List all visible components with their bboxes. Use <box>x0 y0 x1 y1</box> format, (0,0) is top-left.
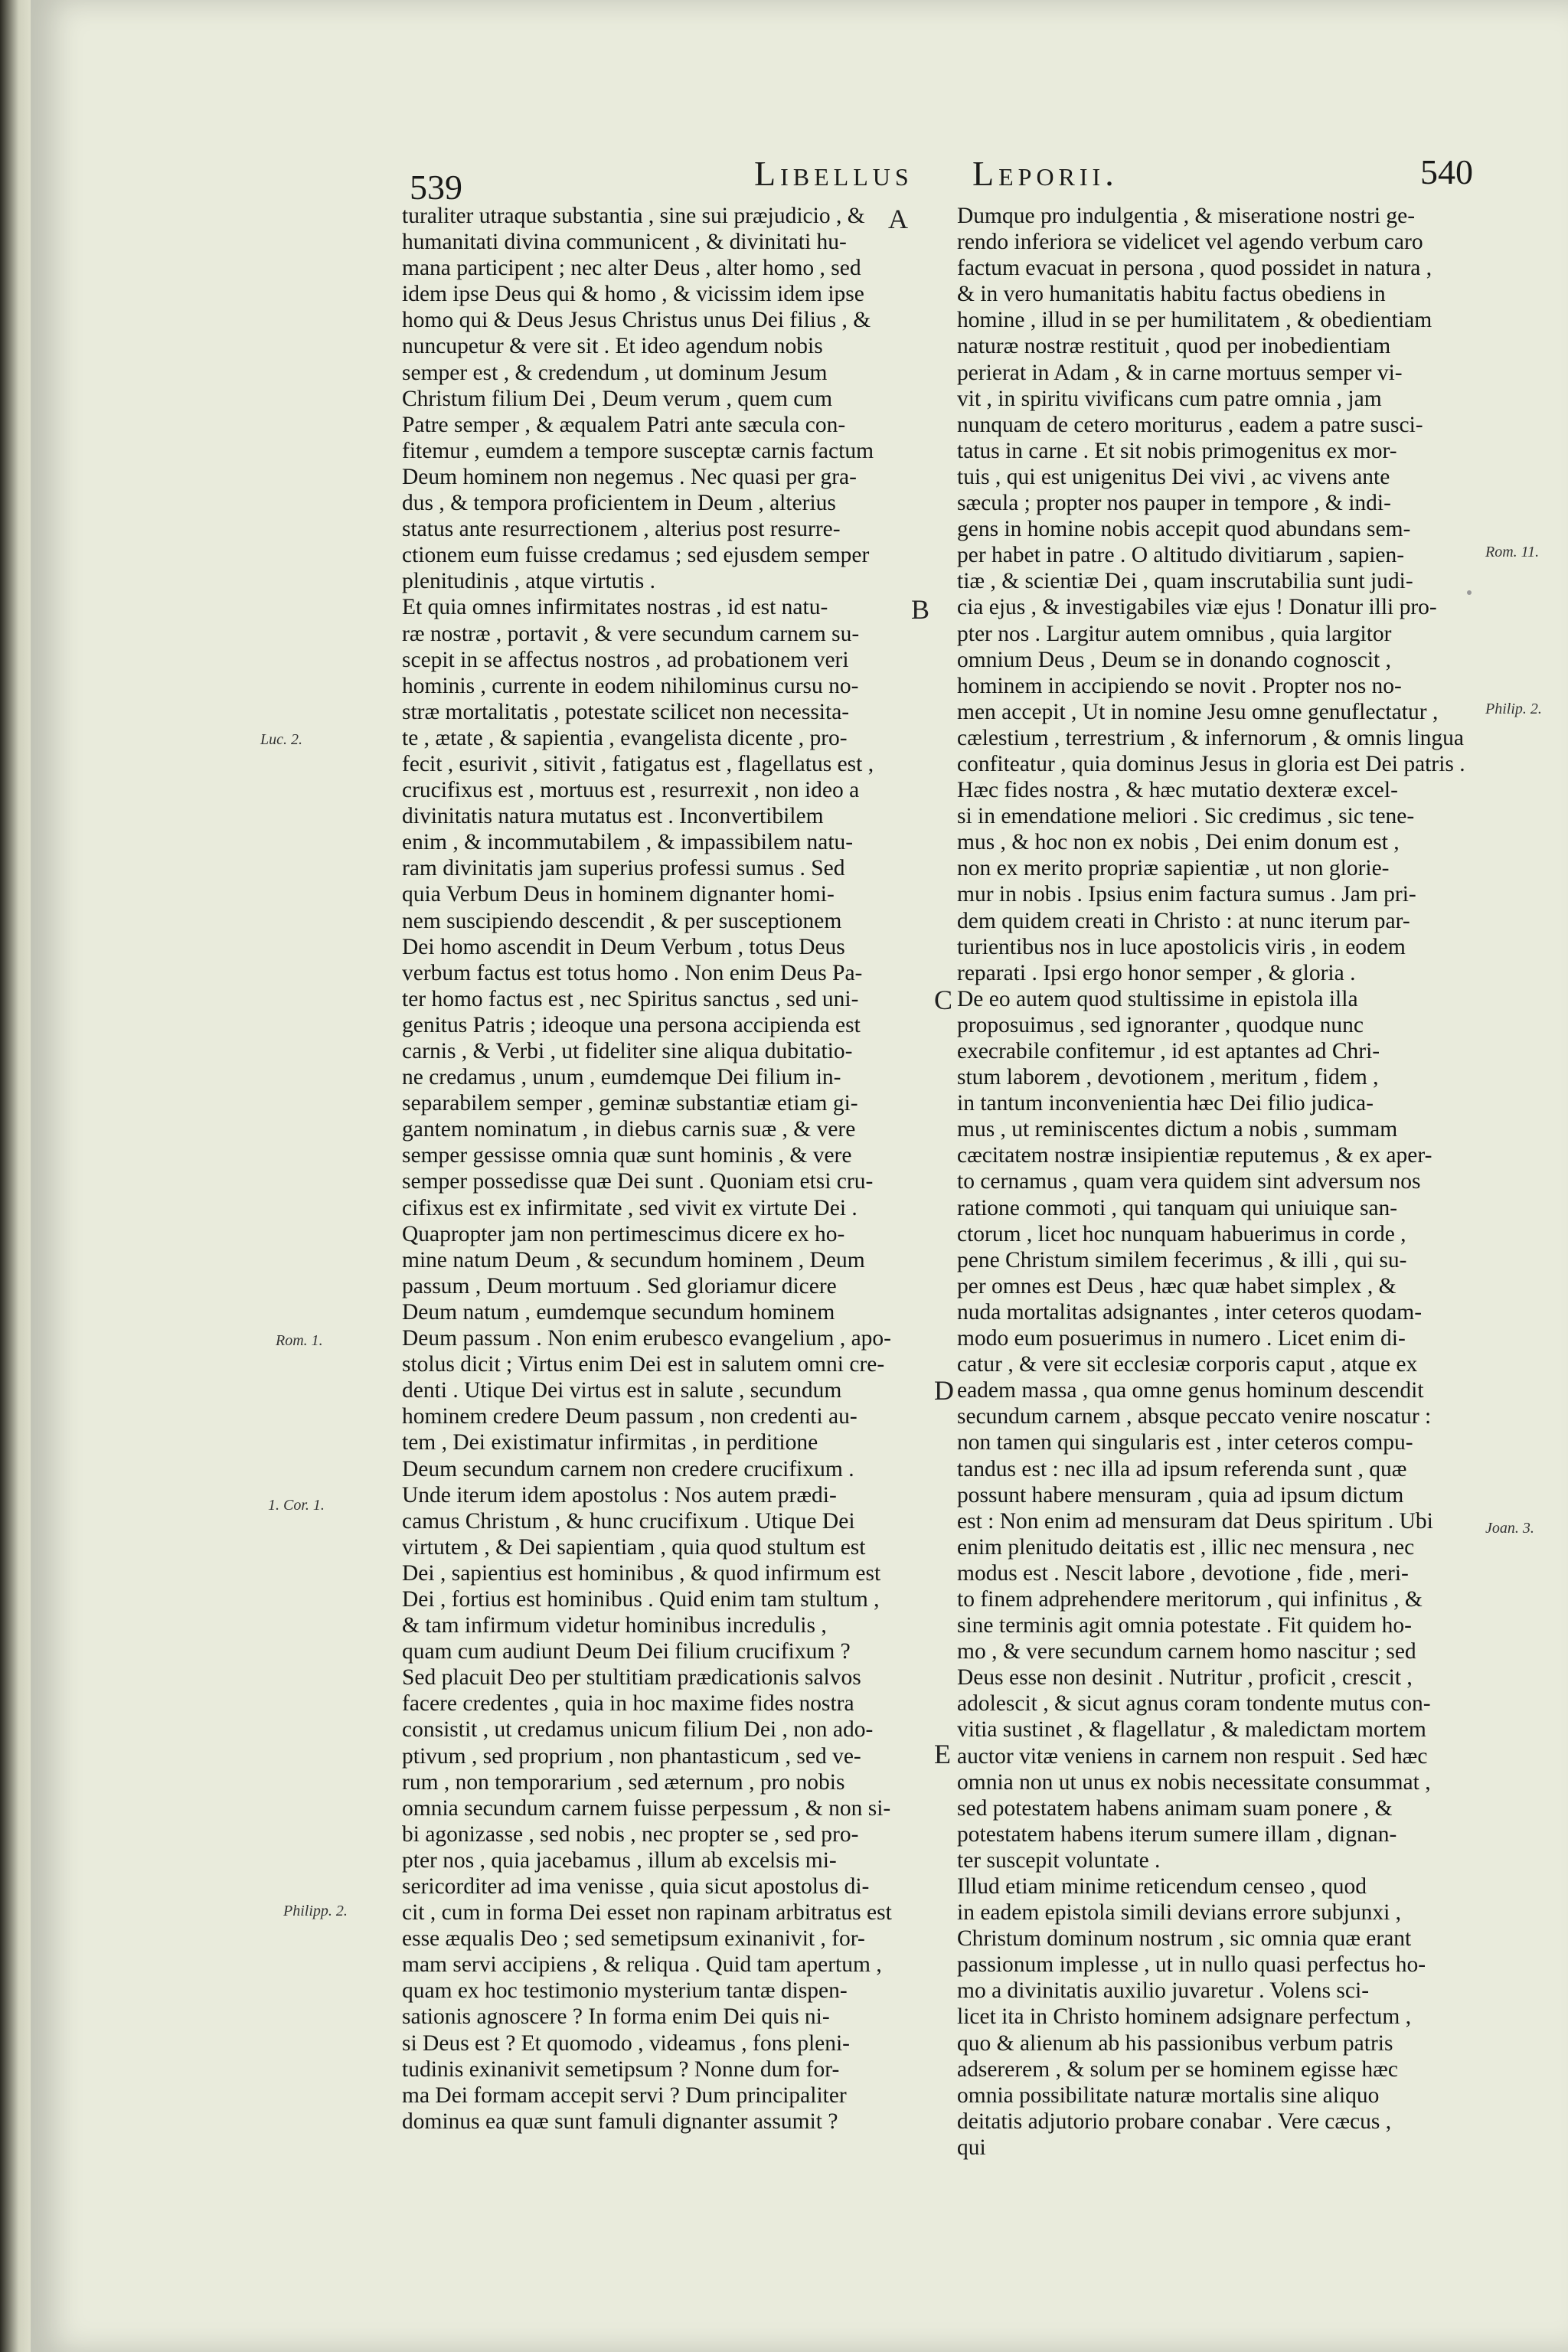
text-line: passum , Deum mortuum . Sed gloriamur dicere <box>402 1273 837 1298</box>
text-line: tuis , qui est unigenitus Dei vivi , ac vivens ante <box>957 464 1390 489</box>
text-line: ctorum , licet hoc nunquam habuerimus in corde , <box>957 1221 1406 1246</box>
section-letter-d: D <box>934 1375 954 1406</box>
text-line: enim plenitudo deitatis est , illic nec mensura , nec <box>957 1534 1415 1560</box>
text-line: catur , & vere sit ecclesiæ corporis caput , atque ex <box>957 1352 1418 1377</box>
text-line: & in vero humanitatis habitu factus obediens in <box>957 282 1386 307</box>
text-line: sine terminis agit omnia potestate . Fit quidem ho- <box>957 1613 1413 1638</box>
text-line: Deum passum . Non enim erubesco evangelium , apo- <box>402 1326 892 1351</box>
text-line: cifixus est ex infirmitate , sed vivit ex virtute Dei . <box>402 1195 858 1220</box>
page-speck <box>1467 590 1472 595</box>
text-line: mine natum Deum , & secundum hominem , Deum <box>402 1247 865 1272</box>
text-line: turientibus nos in luce apostolicis viris , in eodem <box>957 934 1406 959</box>
text-line: adsererem , & solum per se hominem egisse hæc <box>957 2056 1398 2082</box>
text-line: dominus ea quæ sunt famuli dignanter assumit ? <box>402 2109 838 2134</box>
margin-note-rom11: Rom. 11. <box>1485 544 1540 560</box>
text-line: ptivum , sed proprium , non phantasticum , sed ve- <box>402 1743 861 1769</box>
text-line: mo , & vere secundum carnem homo nascitur ; sed <box>957 1639 1416 1664</box>
text-line: mus , & hoc non ex nobis , Dei enim donum est , <box>957 830 1400 855</box>
text-line: omnium Deus , Deum se in donando cognoscit , <box>957 647 1391 672</box>
text-line: nunquam de cetero moriturus , eadem a patre susci- <box>957 412 1423 437</box>
text-line: Hæc fides nostra , & hæc mutatio dexteræ excel- <box>957 778 1398 803</box>
text-line: dem quidem creati in Christo : at nunc iterum par- <box>957 908 1410 933</box>
text-line: te , ætate , & sapientia , evangelista dicente , pro- <box>402 725 848 750</box>
text-line: & tam infirmum videtur hominibus incredulis , <box>402 1613 827 1638</box>
text-line: qui <box>957 2135 986 2160</box>
text-line: nuda mortalitas adsignantes , inter ceteros quodam- <box>957 1299 1423 1325</box>
text-line: Dumque pro indulgentia , & miseratione nostri ge- <box>957 204 1416 228</box>
text-line: tiæ , & scientiæ Dei , quam inscrutabilia sunt judi- <box>957 569 1413 594</box>
text-line: facere credentes , quia in hoc maxime fides nostra <box>402 1691 854 1717</box>
text-line: ram divinitatis jam superius professi sumus . Sed <box>402 856 845 881</box>
text-line: vitia sustinet , & flagellatur , & maledictam mortem <box>957 1717 1426 1743</box>
text-line: Dei , sapientius est hominibus , & quod infirmum est <box>402 1560 881 1586</box>
text-line: De eo autem quod stultissime in epistola illa <box>957 986 1358 1011</box>
text-line: sericorditer ad ima venisse , quia sicut apostolus di- <box>402 1874 870 1899</box>
text-line: separabilem semper , geminæ substantiæ etiam gi- <box>402 1091 858 1116</box>
text-line: enim , & incommutabilem , & impassibilem natu- <box>402 830 854 855</box>
text-line: mam servi accipiens , & reliqua . Quid tam apertum , <box>402 1952 882 1978</box>
running-title-2: Leporii. <box>972 154 1119 193</box>
text-line: ræ nostræ , portavit , & vere secundum carnem su- <box>402 621 860 646</box>
text-line: stræ mortalitatis , potestate scilicet non necessita- <box>402 699 850 724</box>
text-line: humanitati divina communicent , & divinitati hu- <box>402 230 847 255</box>
text-line: quia Verbum Deus in hominem dignanter homi- <box>402 882 835 907</box>
text-line: deitatis adjutorio probare conabar . Vere cæcus , <box>957 2109 1392 2134</box>
text-line: Christum dominum nostrum , sic omnia quæ erant <box>957 1926 1412 1952</box>
text-line: quam ex hoc testimonio mysterium tantæ dispen- <box>402 1978 848 2004</box>
text-line: esse æqualis Deo ; sed semetipsum exinanivit , for- <box>402 1926 865 1952</box>
text-line: rum , non temporarium , sed æternum , pro nobis <box>402 1769 845 1795</box>
text-line: semper gessisse omnia quæ sunt hominis , & vere <box>402 1143 852 1168</box>
text-line: Deum hominem non negemus . Nec quasi per gra- <box>402 464 857 489</box>
text-line: omnia non ut unus ex nobis necessitate consummat , <box>957 1769 1431 1795</box>
text-line: sæcula ; propter nos pauper in tempore , & indi- <box>957 491 1391 516</box>
text-line: modo eum posuerimus in numero . Licet enim di- <box>957 1326 1406 1351</box>
text-line: mana participent ; nec alter Deus , alter homo , sed <box>402 256 861 281</box>
text-line: fitemur , eumdem a tempore susceptæ carnis factum <box>402 438 874 463</box>
text-line: to cernamus , quam vera quidem sint adversum nos <box>957 1169 1421 1194</box>
text-line: est : Non enim ad mensuram dat Deus spiritum . Ubi <box>957 1508 1433 1534</box>
text-line: ter homo factus est , nec Spiritus sanctus , sed uni- <box>402 986 859 1011</box>
text-line: semper est , & credendum , ut dominum Jesum <box>402 360 828 385</box>
text-line: cit , cum in forma Dei esset non rapinam arbitratus est <box>402 1900 892 1926</box>
text-line: homo qui & Deus Jesus Christus unus Dei filius , & <box>402 308 871 333</box>
text-line: Quapropter jam non pertimescimus dicere ex ho- <box>402 1221 845 1246</box>
text-line: in eadem epistola simili devians errore subjunxi , <box>957 1900 1402 1926</box>
text-line: men accepit , Ut in nomine Jesu omne genuflectatur , <box>957 699 1439 724</box>
text-line: tem , Dei existimatur infirmitas , in perditione <box>402 1430 818 1455</box>
text-line: hominem credere Deum passum , non credenti au- <box>402 1404 858 1429</box>
text-line: Christum filium Dei , Deum verum , quem cum <box>402 386 833 411</box>
section-letter-e: E <box>934 1739 951 1769</box>
text-line: nem suscipiendo descendit , & per susceptionem <box>402 908 842 933</box>
text-line: fecit , esurivit , sitivit , fatigatus est , flagellatus est , <box>402 751 874 776</box>
text-line: sationis agnoscere ? In forma enim Dei quis ni- <box>402 2004 830 2030</box>
text-line: denti . Utique Dei virtus est in salute , secundum <box>402 1378 842 1403</box>
page-number-left: 539 <box>410 168 462 207</box>
text-line: cælestium , terrestrium , & infernorum , & omnis lingua <box>957 725 1465 750</box>
text-line: quo & alienum ab his passionibus verbum patris <box>957 2030 1393 2056</box>
text-line: factum evacuat in persona , quod possidet in natura , <box>957 256 1432 281</box>
text-line: auctor vitæ veniens in carnem non respuit . Sed hæc <box>957 1743 1428 1769</box>
text-line: non tamen qui singularis est , inter ceteros compu- <box>957 1430 1413 1455</box>
text-line: ma Dei formam accepit servi ? Dum principaliter <box>402 2082 847 2108</box>
text-line: per habet in patre . O altitudo divitiarum , sapien- <box>957 543 1405 568</box>
text-line: Deum natum , eumdemque secundum hominem <box>402 1299 835 1325</box>
text-line: proposuimus , sed ignoranter , quodque nunc <box>957 1012 1364 1037</box>
text-line: licet ita in Christo hominem adsignare perfectum , <box>957 2004 1412 2030</box>
text-line: gens in homine nobis accepit quod abundans sem- <box>957 517 1411 542</box>
text-line: non ex merito propriæ sapientiæ , ut non glorie- <box>957 856 1390 881</box>
text-line: homine , illud in se per humilitatem , & obedientiam <box>957 308 1432 333</box>
margin-note-joan: Joan. 3. <box>1485 1520 1534 1537</box>
text-line: ne credamus , unum , eumdemque Dei filium in- <box>402 1065 841 1090</box>
text-line: mus , ut reminiscentes dictum a nobis , summam <box>957 1117 1398 1142</box>
text-line: si in emendatione meliori . Sic credimus , sic tene- <box>957 804 1415 829</box>
text-line: hominem in accipiendo se novit . Propter nos no- <box>957 673 1402 698</box>
text-line: vit , in spiritu vivificans cum patre omnia , jam <box>957 386 1382 411</box>
text-line: per omnes est Deus , hæc quæ habet simplex , & <box>957 1273 1396 1298</box>
right-column-text <box>957 203 1481 2161</box>
text-line: virtutem , & Dei sapientiam , quia quod stultum est <box>402 1534 866 1560</box>
text-line: confiteatur , quia dominus Jesus in gloria est Dei patris . <box>957 751 1465 776</box>
text-line: turaliter utraque substantia , sine sui præjudicio , & <box>402 204 865 228</box>
text-line: secundum carnem , absque peccato venire noscatur : <box>957 1404 1432 1429</box>
section-letter-b: B <box>911 594 930 625</box>
text-line: stolus dicit ; Virtus enim Dei est in salutem omni cre- <box>402 1352 885 1377</box>
text-line: genitus Patris ; ideoque una persona accipienda est <box>402 1012 861 1037</box>
text-line: si Deus est ? Et quomodo , videamus , fons pleni- <box>402 2030 851 2056</box>
text-line: pter nos , quia jacebamus , illum ab excelsis mi- <box>402 1847 837 1873</box>
text-line: Dei homo ascendit in Deum Verbum , totus Deus <box>402 934 845 959</box>
text-line: naturæ nostræ restituit , quod per inobedientiam <box>957 334 1391 359</box>
text-line: tandus est : nec illa ad ipsum referenda sunt , quæ <box>957 1456 1407 1481</box>
text-line: omnia possibilitate naturæ mortalis sine aliquo <box>957 2082 1380 2108</box>
text-line: bi agonizasse , sed nobis , nec propter se , sed pro- <box>402 1821 859 1847</box>
text-line: potestatem habens iterum sumere illam , dignan- <box>957 1821 1397 1847</box>
text-line: possunt habere mensuram , quia ad ipsum dictum <box>957 1482 1404 1508</box>
text-line: tatus in carne . Et sit nobis primogenitus ex mor- <box>957 438 1397 463</box>
margin-note-rom: Rom. 1. <box>276 1332 323 1349</box>
text-line: mur in nobis . Ipsius enim factura sumus . Jam pri- <box>957 882 1416 907</box>
text-line: hominis , currente in eodem nihilominus cursu no- <box>402 673 859 698</box>
text-line: omnia secundum carnem fuisse perpessum , & non si- <box>402 1795 891 1821</box>
text-line: to finem adprehendere meritorum , qui infinitus , & <box>957 1586 1423 1612</box>
text-line: cia ejus , & investigabiles viæ ejus ! Donatur illi pro- <box>957 595 1437 620</box>
text-line: status ante resurrectionem , alterius post resurre- <box>402 517 841 542</box>
text-line: pter nos . Largitur autem omnibus , quia largitor <box>957 621 1392 646</box>
text-line: passionum implesse , ut in nullo quasi perfectus ho- <box>957 1952 1426 1978</box>
page-number-right: 540 <box>1420 152 1473 191</box>
text-line: execrabile confitemur , id est aptantes ad Chri- <box>957 1039 1380 1063</box>
text-line: Sed placuit Deo per stultitiam prædicationis salvos <box>402 1665 861 1690</box>
text-line: verbum factus est totus homo . Non enim Deus Pa- <box>402 960 863 985</box>
text-line: gantem nominatum , in diebus carnis suæ , & vere <box>402 1117 856 1142</box>
text-line: consistit , ut credamus unicum filium Dei , non ado- <box>402 1717 874 1743</box>
text-line: ratione commoti , qui tanquam qui uniuique san- <box>957 1195 1398 1220</box>
text-line: perierat in Adam , & in carne mortuus semper vi- <box>957 360 1403 385</box>
text-line: adolescit , & sicut agnus coram tondente mutus con- <box>957 1691 1431 1717</box>
margin-note-phil2: Philip. 2. <box>1485 701 1542 717</box>
text-line: pene Christum similem fecerimus , & illi , qui su- <box>957 1247 1407 1272</box>
text-line: dus , & tempora proficientem in Deum , alterius <box>402 491 836 516</box>
margin-note-phil: Philipp. 2. <box>283 1903 348 1919</box>
text-line: tudinis exinanivit semetipsum ? Nonne dum for- <box>402 2056 840 2082</box>
section-letter-c: C <box>934 985 953 1015</box>
text-line: eadem massa , qua omne genus hominum descendit <box>957 1378 1424 1403</box>
section-letter-a: A <box>888 204 908 234</box>
book-page <box>31 0 1568 2352</box>
text-line: nuncupetur & vere sit . Et ideo agendum nobis <box>402 334 823 359</box>
text-line: Patre semper , & æqualem Patri ante sæcula con- <box>402 412 846 437</box>
left-column-text <box>402 203 919 2135</box>
text-line: Unde iterum idem apostolus : Nos autem prædi- <box>402 1482 837 1508</box>
text-line: camus Christum , & hunc crucifixum . Utique Dei <box>402 1508 855 1534</box>
running-title-1: Libellus <box>754 154 913 193</box>
text-line: Illud etiam minime reticendum censeo , quod <box>957 1874 1367 1899</box>
text-line: mo a divinitatis auxilio juvaretur . Volens sci- <box>957 1978 1370 2004</box>
text-line: quam cum audiunt Deum Dei filium crucifixum ? <box>402 1639 851 1664</box>
text-line: idem ipse Deus qui & homo , & vicissim idem ipse <box>402 282 864 307</box>
text-line: in tantum inconvenientia hæc Dei filio judica- <box>957 1091 1374 1116</box>
text-line: rendo inferiora se videlicet vel agendo verbum caro <box>957 230 1423 255</box>
text-line: reparati . Ipsi ergo honor semper , & gloria . <box>957 960 1356 985</box>
text-line: stum laborem , devotionem , meritum , fidem , <box>957 1065 1379 1090</box>
text-line: crucifixus est , mortuus est , resurrexit , non ideo a <box>402 778 860 803</box>
text-line: plenitudinis , atque virtutis . <box>402 569 656 594</box>
text-line: sed potestatem habens animam suam ponere , & <box>957 1795 1393 1821</box>
text-line: Et quia omnes infirmitates nostras , id est natu- <box>402 595 828 620</box>
text-line: semper possedisse quæ Dei sunt . Quoniam etsi cru- <box>402 1169 874 1194</box>
text-line: Deum secundum carnem non credere crucifixum . <box>402 1456 854 1481</box>
text-line: modus est . Nescit labore , devotione , fide , meri- <box>957 1560 1409 1586</box>
text-line: ter suscepit voluntate . <box>957 1847 1161 1873</box>
text-line: carnis , & Verbi , ut fideliter sine aliqua dubitatio- <box>402 1039 853 1063</box>
text-line: ctionem eum fuisse credamus ; sed ejusdem semper <box>402 543 870 568</box>
text-line: divinitatis natura mutatus est . Inconvertibilem <box>402 804 824 829</box>
margin-note-luc: Luc. 2. <box>260 731 302 748</box>
margin-note-cor: 1. Cor. 1. <box>268 1497 325 1514</box>
text-line: scepit in se affectus nostros , ad probationem veri <box>402 647 849 672</box>
text-line: Deus esse non desinit . Nutritur , proficit , crescit , <box>957 1665 1413 1690</box>
text-line: cæcitatem nostræ insipientiæ reputemus , & ex aper- <box>957 1143 1432 1168</box>
text-line: Dei , fortius est hominibus . Quid enim tam stultum , <box>402 1586 880 1612</box>
